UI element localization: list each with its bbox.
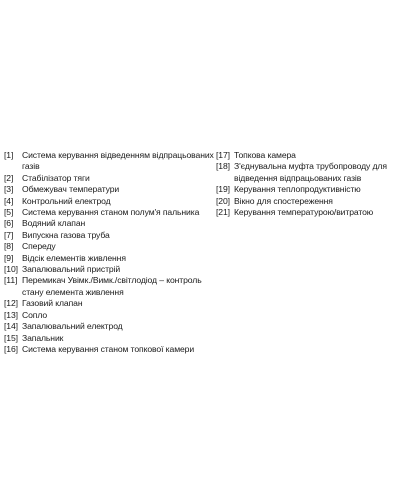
legend-item-label: Обмежувач температури <box>22 184 120 195</box>
legend-column-left <box>4 150 216 355</box>
legend-item <box>216 150 398 161</box>
legend-item-label: Вікно для спостереження <box>234 195 333 206</box>
legend-item-number: [16] <box>4 343 18 354</box>
legend-item-number: [20] <box>216 195 230 206</box>
legend-item <box>216 196 398 207</box>
legend-item <box>4 344 216 355</box>
legend-item-label: Керування теплопродуктивністю <box>234 184 361 195</box>
legend-item-label: Сопло <box>22 309 48 320</box>
legend-item-label: Керування температурою/витратою <box>234 207 374 218</box>
legend-item-number: [17] <box>216 150 230 160</box>
legend-item <box>4 241 216 252</box>
legend-item <box>4 150 216 173</box>
legend-item <box>4 173 216 184</box>
legend-item-label: Стабілізатор тяги <box>22 172 90 183</box>
legend-item-number: [6] <box>4 218 14 229</box>
legend-item-number: [9] <box>4 252 14 263</box>
legend-item <box>4 253 216 264</box>
legend-item-number: [8] <box>4 241 14 252</box>
legend-item-number: [5] <box>4 207 14 218</box>
legend-item-number: [4] <box>4 195 14 206</box>
component-legend <box>4 150 398 355</box>
legend-item-number: [15] <box>4 332 18 343</box>
legend-item-number: [14] <box>4 321 18 332</box>
legend-item-label: Водяний клапан <box>22 218 86 229</box>
legend-item-label: Топкова камера <box>234 150 296 160</box>
legend-item-number: [19] <box>216 184 230 195</box>
legend-item <box>4 264 216 275</box>
legend-item-number: [2] <box>4 172 14 183</box>
legend-item <box>4 218 216 229</box>
legend-item-label: Запалювальний електрод <box>22 321 123 332</box>
legend-item-number: [7] <box>4 229 14 240</box>
legend-item-label: Система керування станом топкової камери <box>22 343 195 354</box>
legend-item-number: [3] <box>4 184 14 195</box>
legend-item <box>4 310 216 321</box>
legend-item <box>4 333 216 344</box>
legend-item-label: Відсік елементів живлення <box>22 252 126 263</box>
legend-item-number: [1] <box>4 150 14 160</box>
legend-item-number: [18] <box>216 161 230 172</box>
legend-item-label: Перемикач Увімк./Вимк./світлодіод – контроль стану елемента живлення <box>22 275 202 297</box>
legend-item <box>4 196 216 207</box>
legend-item-label: Система керування станом полум'я пальника <box>22 207 200 218</box>
legend-item-label: Спереду <box>22 241 56 252</box>
legend-item-label: Запалювальний пристрій <box>22 264 121 275</box>
legend-item-label: Контрольний електрод <box>22 195 111 206</box>
legend-item <box>4 321 216 332</box>
legend-item <box>4 230 216 241</box>
legend-item-number: [11] <box>4 275 18 286</box>
legend-column-right <box>216 150 398 355</box>
legend-item-label: Запальник <box>22 332 64 343</box>
legend-item-label: Випускна газова труба <box>22 229 110 240</box>
legend-item-number: [13] <box>4 309 18 320</box>
legend-item-label: Система керування відведенням відпрацьованих газів <box>22 150 214 172</box>
legend-item <box>4 275 216 298</box>
legend-item-label: Газовий клапан <box>22 298 83 309</box>
legend-item <box>4 184 216 195</box>
legend-item-number: [10] <box>4 264 18 275</box>
legend-item <box>216 161 398 184</box>
legend-item-label: З'єднувальна муфта трубопроводу для відведення відпрацьованих газів <box>234 161 387 183</box>
legend-item <box>4 207 216 218</box>
legend-item <box>216 207 398 218</box>
legend-item-number: [12] <box>4 298 18 309</box>
legend-item <box>216 184 398 195</box>
legend-item-number: [21] <box>216 207 230 218</box>
legend-item <box>4 298 216 309</box>
